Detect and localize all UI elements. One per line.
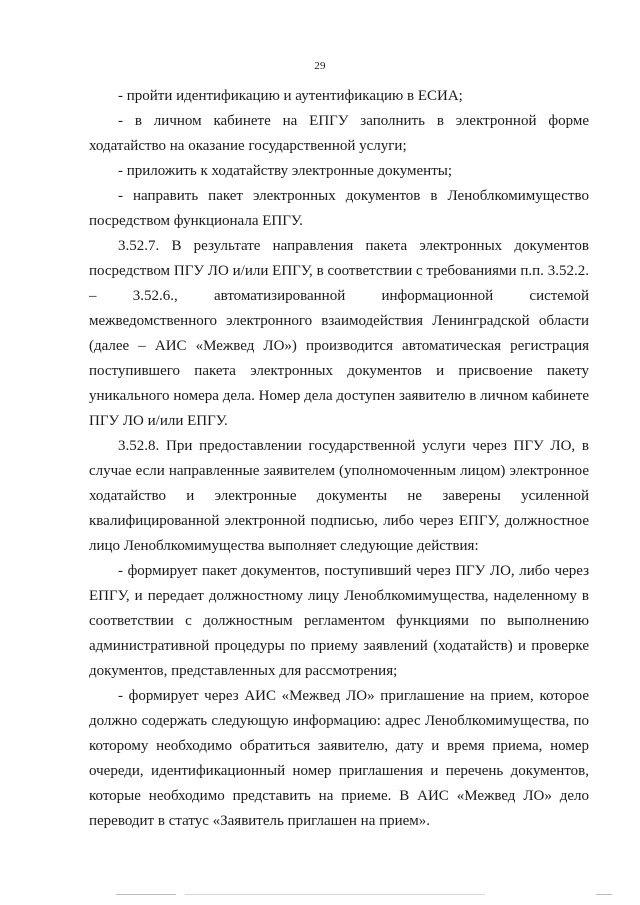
paragraph-attach-documents: - приложить к ходатайству электронные документы;	[118, 163, 453, 179]
paragraph-send-package: - направить пакет электронных документов в Леноблкомимущество посредством функционала ЕПГУ.	[89, 188, 589, 229]
paragraph-3-52-8: 3.52.8. При предоставлении государственной услуги через ПГУ ЛО, в случае если направленные заявителем (уполномоченным лицом) электронное ходатайство и электронные документы не заверены усиленной квалифицированной электронной подписью, либо через ЕПГУ, должностное лицо Леноблкомимущества выполняет следующие действия:	[89, 438, 589, 554]
scan-artifact-line	[116, 894, 176, 895]
paragraph-esia-identification: - пройти идентификацию и аутентификацию в ЕСИА;	[118, 88, 463, 104]
scan-artifact-line	[185, 894, 485, 895]
scan-artifact-line	[596, 894, 612, 895]
document-body	[89, 84, 589, 834]
paragraph-form-package: - формирует пакет документов, поступивший через ПГУ ЛО, либо через ЕПГУ, и передает должностному лицу Леноблкомимущества, наделенному в соответствии с должностным регламентом функциями по выполнению административной процедуры по приему заявлений (ходатайств) и проверке документов, представленных для рассмотрения;	[89, 563, 589, 679]
paragraph-3-52-7: 3.52.7. В результате направления пакета электронных документов посредством ПГУ ЛО и/или ЕПГУ, в соответствии с требованиями п.п. 3.52.2. – 3.52.6., автоматизированной информационной системой межведомственного электронного взаимодействия Ленинградской области (далее – АИС «Межвед ЛО») производится автоматическая регистрация поступившего пакета электронных документов и присвоение пакету уникального номера дела. Номер дела доступен заявителю в личном кабинете ПГУ ЛО и/или ЕПГУ.	[89, 238, 589, 429]
page-number: 29	[314, 60, 326, 72]
paragraph-form-invitation: - формирует через АИС «Межвед ЛО» приглашение на прием, которое должно содержать следующую информацию: адрес Леноблкомимущества, по которому необходимо обратиться заявителю, дату и время приема, номер очереди, идентификационный номер приглашения и перечень документов, которые необходимо представить на приеме. В АИС «Межвед ЛО» дело переводит в статус «Заявитель приглашен на прием».	[89, 688, 589, 829]
paragraph-fill-petition: - в личном кабинете на ЕПГУ заполнить в электронной форме ходатайство на оказание государственной услуги;	[89, 113, 589, 154]
